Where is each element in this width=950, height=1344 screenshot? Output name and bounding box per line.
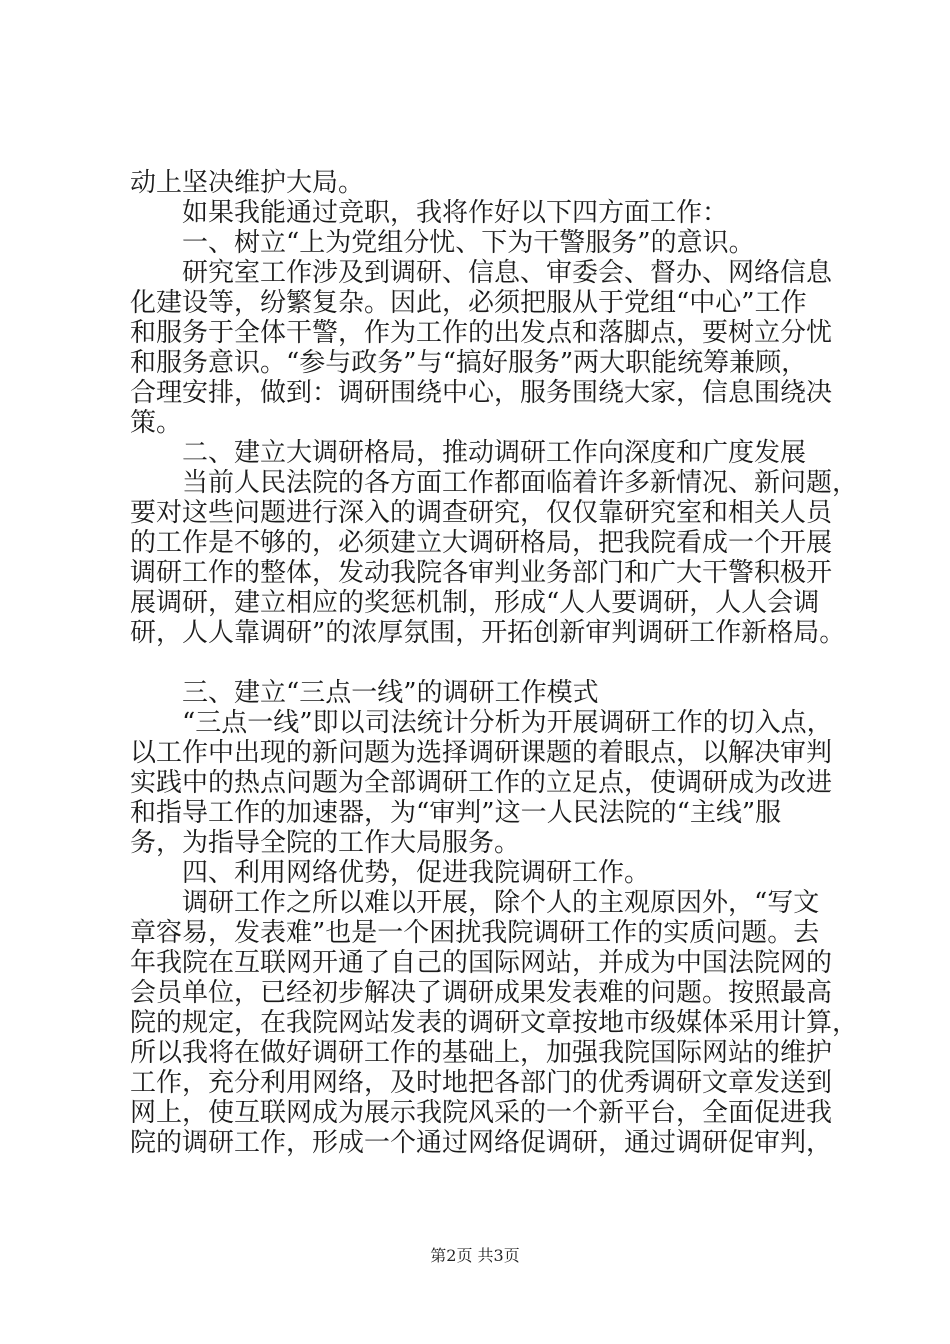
paragraph-line: 和指导工作的加速器，为“审判”这一人民法院的“主线”服 (130, 798, 782, 828)
paragraph-line: 会员单位，已经初步解决了调研成果发表难的问题。按照最高 (130, 978, 833, 1008)
paragraph-line: 动上坚决维护大局。 (130, 168, 365, 198)
paragraph-line: 工作，充分利用网络，及时地把各部门的优秀调研文章发送到 (130, 1068, 833, 1098)
document-body (130, 168, 859, 1158)
paragraph-line: 合理安排，做到：调研围绕中心，服务围绕大家，信息围绕决 (130, 378, 833, 408)
paragraph-first-line: “三点一线”即以司法统计分析为开展调研工作的切入点， (182, 708, 833, 738)
paragraph-line: 务，为指导全院的工作大局服务。 (130, 828, 521, 858)
paragraph-line: 调研工作的整体，发动我院各审判业务部门和广大干警积极开 (130, 558, 833, 588)
paragraph-first-line: 二、建立大调研格局，推动调研工作向深度和广度发展 (182, 438, 807, 468)
paragraph-line: 实践中的热点问题为全部调研工作的立足点，使调研成为改进 (130, 768, 833, 798)
paragraph-first-line: 三、建立“三点一线”的调研工作模式 (182, 678, 599, 708)
paragraph-line: 研，人人靠调研”的浓厚氛围，开拓创新审判调研工作新格局。 (130, 618, 846, 648)
paragraph-first-line: 研究室工作涉及到调研、信息、审委会、督办、网络信息 (182, 258, 833, 288)
paragraph-line: 展调研，建立相应的奖惩机制，形成“人人要调研，人人会调 (130, 588, 820, 618)
paragraph-line: 化建设等，纷繁复杂。因此，必须把服从于党组“中心”工作 (130, 288, 807, 318)
paragraph-line: 和服务于全体干警，作为工作的出发点和落脚点，要树立分忧 (130, 318, 833, 348)
paragraph-line: 要对这些问题进行深入的调查研究，仅仅靠研究室和相关人员 (130, 498, 833, 528)
paragraph-line: 网上，使互联网成为展示我院风采的一个新平台，全面促进我 (130, 1098, 833, 1128)
paragraph-line: 院的规定，在我院网站发表的调研文章按地市级媒体采用计算， (130, 1008, 859, 1038)
paragraph-line: 年我院在互联网开通了自己的国际网站，并成为中国法院网的 (130, 948, 833, 978)
paragraph-line: 所以我将在做好调研工作的基础上，加强我院国际网站的维护 (130, 1038, 833, 1068)
paragraph-first-line: 当前人民法院的各方面工作都面临着许多新情况、新问题， (182, 468, 859, 498)
page-footer: 第2页 共3页 (430, 1246, 520, 1265)
paragraph-line: 章容易，发表难”也是一个困扰我院调研工作的实质问题。去 (130, 918, 820, 948)
blank-line (130, 648, 826, 678)
paragraph-first-line: 四、利用网络优势，促进我院调研工作。 (182, 858, 651, 888)
paragraph-first-line: 调研工作之所以难以开展，除个人的主观原因外，“写文 (182, 888, 820, 918)
paragraph-line: 以工作中出现的新问题为选择调研课题的着眼点，以解决审判 (130, 738, 833, 768)
paragraph-line: 的工作是不够的，必须建立大调研格局，把我院看成一个开展 (130, 528, 833, 558)
paragraph-first-line: 如果我能通过竞职，我将作好以下四方面工作： (182, 198, 729, 228)
paragraph-first-line: 一、树立“上为党组分忧、下为干警服务”的意识。 (182, 228, 755, 258)
paragraph-line: 策。 (130, 408, 183, 438)
paragraph-line: 院的调研工作，形成一个通过网络促调研，通过调研促审判， (130, 1128, 833, 1158)
paragraph-line: 和服务意识。“参与政务”与“搞好服务”两大职能统筹兼顾， (130, 348, 808, 378)
